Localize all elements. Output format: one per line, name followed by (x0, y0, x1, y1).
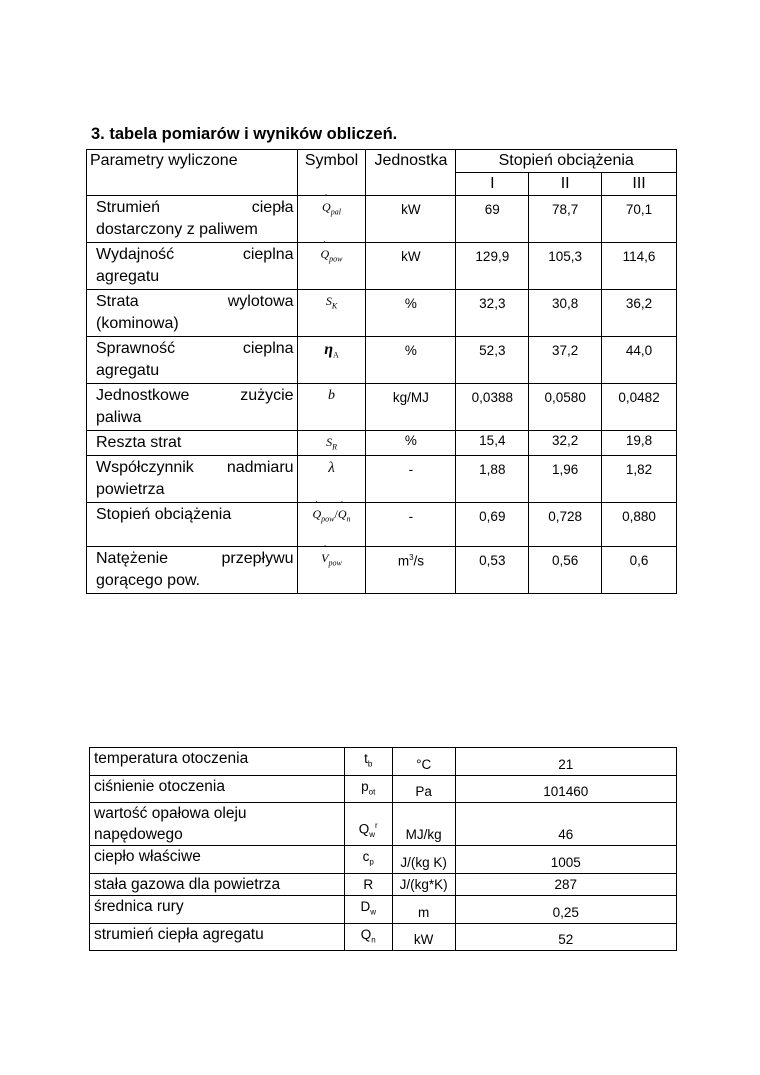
symbol-cell: ˙ $Q_{pal}$ (297, 196, 366, 243)
table-row (87, 196, 677, 243)
symbol-cell: λ (297, 456, 366, 503)
value-cell: 15,4 (456, 431, 529, 456)
param-label: stała gazowa dla powietrza (90, 874, 345, 896)
symbol-cell: $p_{ot}$ (344, 775, 392, 803)
param-label: strumień ciepła agregatu (90, 923, 345, 951)
param-name: Natężenie przepływu gorącego pow. (87, 547, 298, 594)
param-label: ciepło właściwe (90, 846, 345, 874)
table-row (87, 547, 677, 594)
symbol-cell: $c_p$ (344, 846, 392, 874)
table-row (87, 384, 677, 431)
header-symbol: Symbol (297, 150, 366, 196)
param-name: Sprawność cieplna agregatu (87, 337, 298, 384)
unit-cell: J/(kg K) (392, 846, 455, 874)
value-cell: 78,7 (529, 196, 602, 243)
value-cell: 1005 (455, 846, 676, 874)
unit-cell: kW (366, 196, 456, 243)
table-row (90, 775, 677, 803)
value-cell: 52,3 (456, 337, 529, 384)
header-level-2: II (529, 173, 602, 196)
value-cell: 0,6 (602, 547, 677, 594)
value-cell: 37,2 (529, 337, 602, 384)
symbol-cell: b (297, 384, 366, 431)
value-cell: 30,8 (529, 290, 602, 337)
symbol-cell: $Q_w^r$ (344, 803, 392, 846)
value-cell: 32,3 (456, 290, 529, 337)
value-cell: 0,69 (456, 503, 529, 547)
table-row (87, 243, 677, 290)
unit-cell: MJ/kg (392, 803, 455, 846)
param-name: Współczynnik nadmiaru powietrza (87, 456, 298, 503)
value-cell: 0,56 (529, 547, 602, 594)
unit-cell: % (366, 431, 456, 456)
symbol-cell: $Q_n$ (344, 923, 392, 951)
table-row (87, 290, 677, 337)
value-cell: 1,88 (456, 456, 529, 503)
value-cell: 21 (455, 748, 676, 776)
param-name: Jednostkowe zużycie paliwa (87, 384, 298, 431)
value-cell: 1,96 (529, 456, 602, 503)
symbol-cell: ˙ $V_{pow}$ (297, 547, 366, 594)
header-level-3: III (602, 173, 677, 196)
unit-cell: - (366, 503, 456, 547)
param-label: średnica rury (90, 896, 345, 924)
value-cell: 101460 (455, 775, 676, 803)
table-row (87, 503, 677, 547)
unit-cell: °C (392, 748, 455, 776)
unit-cell: J/(kg*K) (392, 874, 455, 896)
header-param: Parametry wyliczone (87, 150, 298, 196)
value-cell: 69 (456, 196, 529, 243)
value-cell: 0,53 (456, 547, 529, 594)
symbol-cell: $D_w$ (344, 896, 392, 924)
value-cell: 46 (455, 803, 676, 846)
symbol-cell: $S_R$ (297, 431, 366, 456)
unit-cell: kW (366, 243, 456, 290)
param-name: Strumień ciepła dostarczony z paliwem (87, 196, 298, 243)
table-row (87, 456, 677, 503)
table-row (90, 896, 677, 924)
table-row (87, 337, 677, 384)
param-name: Reszta strat (87, 431, 298, 456)
input-parameters-table (89, 747, 677, 951)
unit-cell: - (366, 456, 456, 503)
value-cell: 70,1 (602, 196, 677, 243)
header-load: Stopień obciążenia (456, 150, 677, 173)
symbol-cell: $\eta_A$ (297, 337, 366, 384)
value-cell: 0,25 (455, 896, 676, 924)
symbol-cell: R (344, 874, 392, 896)
unit-cell: % (366, 290, 456, 337)
table-row (90, 846, 677, 874)
value-cell: 52 (455, 923, 676, 951)
value-cell: 44,0 (602, 337, 677, 384)
value-cell: 287 (455, 874, 676, 896)
table-row (90, 923, 677, 951)
section-title: 3. tabela pomiarów i wyników obliczeń. (91, 125, 398, 143)
param-name: Wydajność cieplna agregatu (87, 243, 298, 290)
value-cell: 105,3 (529, 243, 602, 290)
value-cell: 32,2 (529, 431, 602, 456)
value-cell: 1,82 (602, 456, 677, 503)
param-label: temperatura otoczenia (90, 748, 345, 776)
unit-cell: Pa (392, 775, 455, 803)
symbol-cell: ˙ $Q_{pow}/˙$ $Q_n$ (297, 503, 366, 547)
value-cell: 19,8 (602, 431, 677, 456)
value-cell: 129,9 (456, 243, 529, 290)
value-cell: 0,0580 (529, 384, 602, 431)
symbol-cell: $t_b$ (344, 748, 392, 776)
param-label: wartość opałowa oleju napędowego (90, 803, 345, 846)
unit-cell: kW (392, 923, 455, 951)
value-cell: 36,2 (602, 290, 677, 337)
value-cell: 0,880 (602, 503, 677, 547)
value-cell: 0,0388 (456, 384, 529, 431)
param-label: ciśnienie otoczenia (90, 775, 345, 803)
table-row (87, 431, 677, 456)
value-cell: 0,728 (529, 503, 602, 547)
header-level-1: I (456, 173, 529, 196)
symbol-cell: ˙ $Q_{pow}$ (297, 243, 366, 290)
header-unit: Jednostka (366, 150, 456, 196)
param-name: Stopień obciążenia (87, 503, 298, 547)
results-table (86, 149, 677, 594)
table-row (90, 803, 677, 846)
param-name: Strata wylotowa (kominowa) (87, 290, 298, 337)
unit-cell: m (392, 896, 455, 924)
value-cell: 0,0482 (602, 384, 677, 431)
table-row (90, 748, 677, 776)
symbol-cell: $S_K$ (297, 290, 366, 337)
unit-cell: kg/MJ (366, 384, 456, 431)
value-cell: 114,6 (602, 243, 677, 290)
header-row (87, 150, 677, 173)
unit-cell: % (366, 337, 456, 384)
unit-cell: $m^3/s$ (366, 547, 456, 594)
table-row (90, 874, 677, 896)
